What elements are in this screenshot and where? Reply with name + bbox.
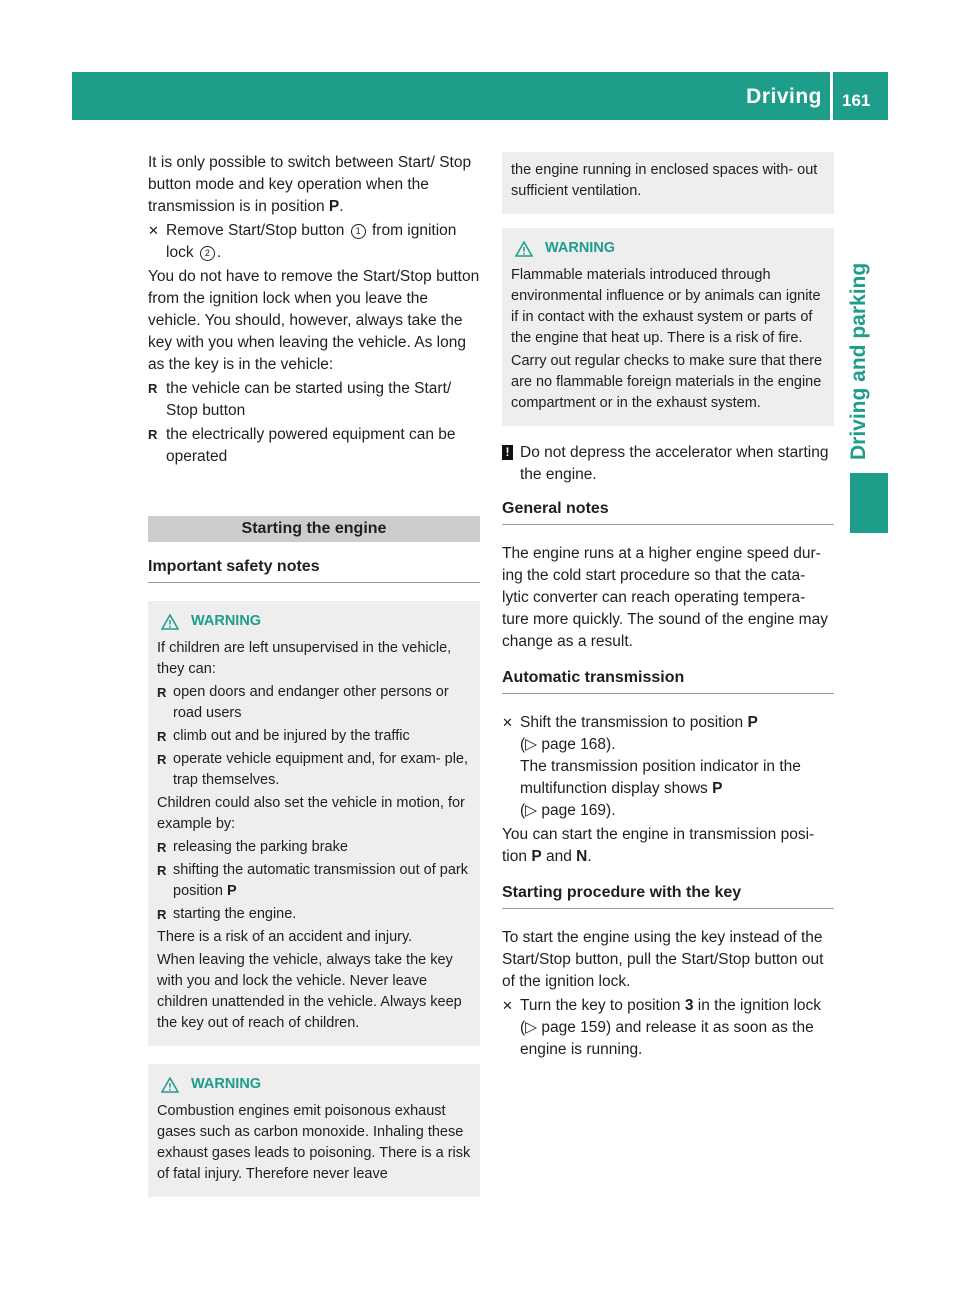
paragraph: The engine runs at a higher engine speed dur- ing the cold start procedure so that the cata- lytic converter can reach operating tempera- ture more quickly. The sound of the engine may change as a result. (502, 545, 828, 650)
step-arrow-icon: ✕ (148, 223, 159, 238)
instruction-step: ✕ Shift the transmission to position P (▷ page 168). The transmission position indicator in the multifunction display shows P (▷ page 169). (502, 714, 801, 819)
notice-icon: ! (502, 445, 513, 460)
warning-text: Carry out regular checks to make sure that there are no flammable foreign materials in the engine compartment or in the exhaust system. (511, 353, 823, 411)
chapter-title: Driving (746, 85, 822, 108)
callout-number: 1 (351, 224, 366, 239)
list-item: R operate vehicle equipment and, for exam- ple, trap themselves. (157, 751, 469, 788)
warning-text: There is a risk of an accident and injury. (157, 929, 413, 945)
subsection-heading: Automatic transmission (502, 667, 834, 694)
bullet-icon: R (157, 685, 167, 700)
list-item: R the vehicle can be started using the Start/ Stop button (148, 380, 452, 419)
callout-number: 2 (200, 246, 215, 261)
header-separator (830, 72, 833, 120)
warning-box (148, 1064, 480, 1197)
paragraph: It is only possible to switch between Start/ Stop button mode and key operation when the transmission is in position P. (148, 154, 472, 215)
notice: ! Do not depress the accelerator when starting the engine. (502, 442, 834, 486)
left-column (148, 152, 480, 1197)
warning-triangle-icon (161, 1077, 179, 1093)
bullet-icon: R (157, 729, 167, 744)
bullet-icon: R (148, 381, 158, 396)
list-item: R releasing the parking brake (157, 837, 472, 858)
right-column (502, 152, 834, 1063)
bullet-icon: R (157, 863, 167, 878)
list-item: R shifting the automatic transmission out of park position P (157, 862, 468, 899)
bullet-icon: R (157, 752, 167, 767)
warning-text: When leaving the vehicle, always take the key with you and lock the vehicle. Never leave children unattended in the vehicle. Always keep the key out of reach of children. (157, 952, 462, 1031)
list-item: R open doors and endanger other persons or road users (157, 684, 449, 721)
list-item: R starting the engine. (157, 904, 472, 925)
warning-text: Flammable materials introduced through environmental influence or by animals can ignite if in contact with the exhaust system or parts of the engine that heat up. There is a risk of fire. (511, 267, 821, 346)
step-arrow-icon: ✕ (502, 715, 513, 730)
side-tab-label: Driving and parking (847, 262, 870, 460)
side-tab-marker (850, 473, 888, 533)
subsection-heading: Starting procedure with the key (502, 882, 834, 909)
subsection-heading: Important safety notes (148, 556, 480, 583)
warning-triangle-icon (161, 614, 179, 630)
warning-triangle-icon (515, 241, 533, 257)
warning-text: If children are left unsupervised in the vehicle, they can: (157, 640, 452, 677)
page-number: 161 (842, 91, 871, 110)
warning-text: Combustion engines emit poisonous exhaust gases such as carbon monoxide. Inhaling these exhaust gases leads to poisoning. There is a risk of fatal injury. Therefore never leave (157, 1103, 471, 1182)
warning-box-continued (502, 152, 834, 214)
warning-heading: WARNING (511, 238, 826, 259)
bullet-icon: R (157, 907, 167, 922)
section-title: Starting the engine (148, 516, 480, 542)
instruction-step: ✕ Turn the key to position 3 in the ignition lock (▷ page 159) and release it as soon as the engine is running. (502, 997, 822, 1058)
warning-box (148, 601, 480, 1046)
list-item: R the electrically powered equipment can be operated (148, 426, 456, 465)
subsection-heading: General notes (502, 498, 834, 525)
warning-text: the engine running in enclosed spaces with- out sufficient ventilation. (511, 162, 818, 199)
step-arrow-icon: ✕ (502, 998, 513, 1013)
warning-heading: WARNING (157, 611, 472, 632)
list-item: R climb out and be injured by the traffic (157, 726, 472, 747)
warning-heading: WARNING (157, 1074, 472, 1095)
paragraph: You can start the engine in transmission posi- tion P and N. (502, 826, 815, 865)
paragraph: To start the engine using the key instead of the Start/Stop button, pull the Start/Stop button out of the ignition lock. (502, 929, 824, 990)
warning-text: Children could also set the vehicle in motion, for example by: (157, 795, 465, 832)
bullet-icon: R (157, 840, 167, 855)
bullet-icon: R (148, 427, 158, 442)
warning-box (502, 228, 834, 426)
instruction-step: ✕ Remove Start/Stop button 1 from ignition lock 2 . (148, 222, 457, 261)
paragraph: You do not have to remove the Start/Stop button from the ignition lock when you leave the vehicle. You should, however, always take the key with you when leaving the vehicle. As long as the key is in the vehicle: (148, 268, 480, 373)
